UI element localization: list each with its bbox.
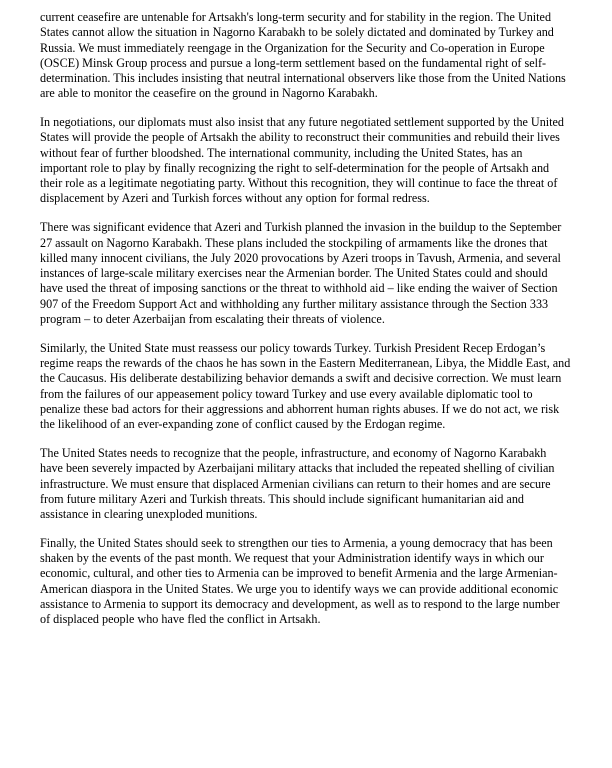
paragraph-armenia-ties: Finally, the United States should seek to strengthen our ties to Armenia, a young democracy that has been shaken by the events of the past month. We request that your Administration identify ways in which our economic, cultural, and other ties to Armenia can be improved to benefit Armenia and the large Armenian-American diaspora in the United States. We urge you to identify ways we can provide additional economic assistance to Armenia to support its democracy and development, as well as to respond to the large number of displaced people who have fled the conflict in Artsakh. <box>40 535 560 627</box>
paragraph-humanitarian-aid: The United States needs to recognize that the people, infrastructure, and economy of Nagorno Karabakh have been severely impacted by Azerbaijani military attacks that included the repeated shelling of civilian infrastructure. We must ensure that displaced Armenian civilians can return to their homes and are secure from future military Azeri and Turkish threats. This should include significant humanitarian aid and assistance in clearing unexploded munitions. <box>40 446 555 521</box>
letter-body <box>40 10 572 641</box>
paragraph-ceasefire-osce: current ceasefire are untenable for Artsakh's long-term security and for stability in the region. The United States cannot allow the situation in Nagorno Karabakh to be solely dictated and dominated by Turkey and Russia. We must immediately reengage in the Organization for the Security and Co-operation in Europe (OSCE) Minsk Group process and pursue a long-term settlement based on the fundamental right of self-determination. This includes insisting that neutral international observers like those from the United Nations are able to monitor the ceasefire on the ground in Nagorno Karabakh. <box>40 10 566 101</box>
paragraph-negotiations: In negotiations, our diplomats must also insist that any future negotiated settlement supported by the United States will provide the people of Artsakh the ability to reconstruct their communities and rebuild their lives without fear of further bloodshed. The international community, including the United States, has an important role to play by finally recognizing the right to self-determination for the people of Artsakh and their role as a legitimate negotiating party. Without this recognition, they will continue to face the threat of displacement by Azeri and Turkish forces without any option for formal redress. <box>40 115 564 206</box>
paragraph-invasion-evidence: There was significant evidence that Azeri and Turkish planned the invasion in the buildup to the September 27 assault on Nagorno Karabakh. These plans included the stockpiling of armaments like the drones that killed many innocent civilians, the July 2020 provocations by Azeri troops in Tavush, Armenia, and several instances of large-scale military exercises near the Armenian border. The United States could and should have used the threat of imposing sanctions or the threat to withhold aid – like ending the waiver of Section 907 of the Freedom Support Act and withholding any further military assistance through the Section 333 program – to deter Azerbaijan from escalating their threats of violence. <box>40 220 562 326</box>
paragraph-turkey-policy: Similarly, the United State must reassess our policy towards Turkey. Turkish President Recep Erdogan’s regime reaps the rewards of the chaos he has sown in the Eastern Mediterranean, Libya, the Middle East, and the Caucasus. His deliberate destabilizing behavior demands a swift and decisive correction. We must learn from the failures of our appeasement policy toward Turkey and use every available diplomatic tool to penalize these bad actors for their aggressions and abhorrent human rights abuses. If we do not act, we risk the likelihood of an ever-expanding zone of conflict caused by the Erdogan regime. <box>40 340 571 432</box>
